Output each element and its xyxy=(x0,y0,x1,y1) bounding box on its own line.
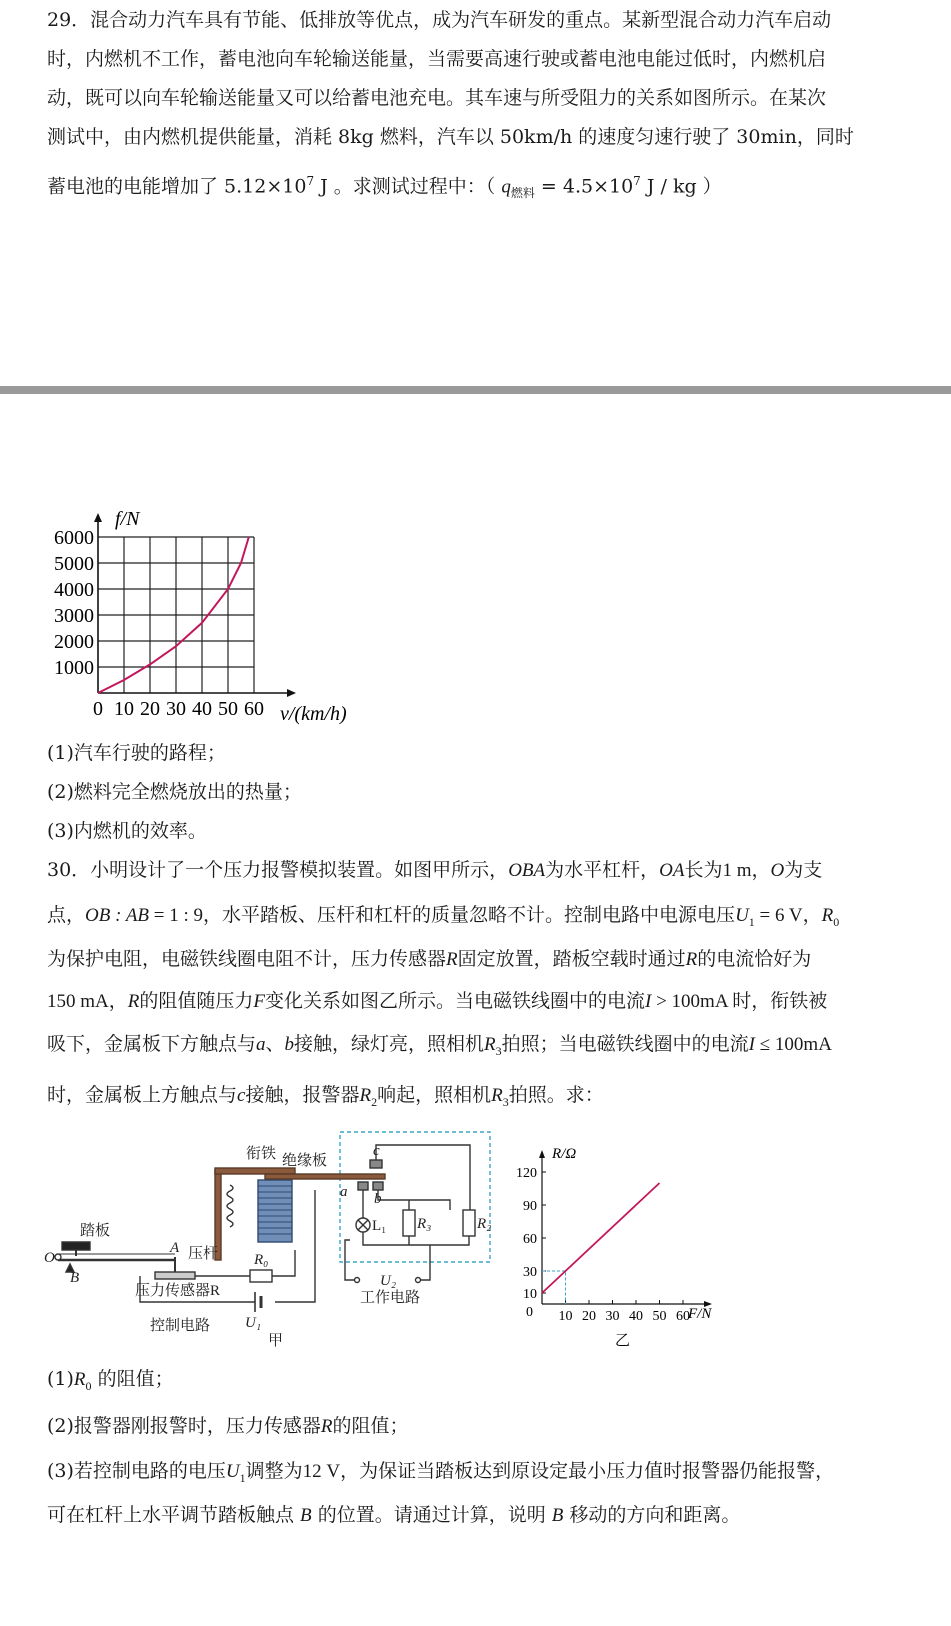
q30-sub: 3 xyxy=(495,1043,502,1058)
q30-var: R xyxy=(127,991,140,1012)
contact-b xyxy=(373,1182,383,1190)
pressure-sensor xyxy=(155,1272,195,1279)
chart-y-tick-label: 3000 xyxy=(54,605,94,627)
chart-x-tick-label: 40 xyxy=(192,698,212,720)
q30-var: b xyxy=(284,1034,295,1055)
q29-text: 蓄电池的电能增加了 5.12×10 xyxy=(47,175,307,198)
label-control: 控制电路 xyxy=(150,1318,211,1334)
q30-var: R xyxy=(484,1034,496,1055)
q30-text: (3)若控制电路的电压 xyxy=(47,1460,226,1482)
q30-var: B xyxy=(300,1505,312,1526)
chart-y-tick-label: 60 xyxy=(523,1232,537,1247)
chart-y-tick-label: 10 xyxy=(523,1287,537,1302)
chart-f-v xyxy=(30,505,380,735)
q30-var: R xyxy=(491,1085,503,1106)
chart-caption: 乙 xyxy=(615,1333,631,1349)
q30-var: O xyxy=(770,860,785,881)
q30-line-1 xyxy=(47,857,822,884)
q30-line-4 xyxy=(47,988,827,1015)
q30-text: ，为保证当踏板达到原设定最小压力值时报警器仍能报警， xyxy=(340,1460,835,1482)
q30-line-3 xyxy=(47,946,811,973)
chart-x-tick-label: 20 xyxy=(582,1309,596,1324)
q30-text: 的位置。请通过计算，说明 xyxy=(311,1504,552,1526)
chart-x-label: v/(km/h) xyxy=(280,703,347,725)
chart-x-tick-label: 30 xyxy=(605,1309,620,1324)
chart-x-tick-label: 40 xyxy=(629,1309,643,1324)
chart-x-tick-label: 10 xyxy=(558,1309,573,1324)
q30-text: 点， xyxy=(47,904,86,926)
label-pedal: 踏板 xyxy=(80,1223,111,1239)
q30-value: 150 mA xyxy=(47,991,109,1012)
chart-guide-line xyxy=(542,1271,566,1304)
chart-origin-label: 0 xyxy=(526,1305,533,1320)
resistor-R2 xyxy=(463,1210,475,1236)
q30-var: R xyxy=(685,949,698,970)
q30-var: U xyxy=(735,905,749,926)
label-sensor: 压力传感器R xyxy=(135,1283,221,1299)
chart-y-tick-label: 90 xyxy=(523,1199,537,1214)
q30-var: OBA xyxy=(508,860,546,881)
label-a: a xyxy=(340,1184,348,1200)
q30-sub-3 xyxy=(47,1458,834,1491)
q30-text: 吸下，金属板下方触点与 xyxy=(47,1033,257,1055)
chart-y-arrow xyxy=(94,513,102,522)
q30-line-2 xyxy=(47,902,839,935)
resistor-R3 xyxy=(403,1210,415,1236)
label-U2: U₂ xyxy=(380,1273,397,1289)
q30-text: ，水平踏板、压杆和杠杆的质量忽略不计。控制电路中电源电压 xyxy=(203,904,736,926)
q30-text: 调整为 xyxy=(245,1460,303,1482)
electromagnet-coil xyxy=(258,1180,292,1242)
q30-text: ， xyxy=(802,904,822,926)
chart-y-tick-label: 30 xyxy=(523,1265,537,1280)
q30-text: 的阻值； xyxy=(332,1415,409,1437)
chart-y-arrow xyxy=(539,1150,545,1158)
q29-line-4: 测试中，由内燃机提供能量，消耗 8kg 燃料，汽车以 50km/h 的速度匀速行驶了 30min，同时 xyxy=(47,126,854,148)
q29-sub-3: (3)内燃机的效率。 xyxy=(47,820,207,842)
q30-text: (1) xyxy=(47,1368,74,1390)
chart-x-tick-label: 50 xyxy=(218,698,238,720)
q29-exp: 7 xyxy=(633,174,641,188)
chart-y-tick-label: 120 xyxy=(516,1166,537,1181)
spring xyxy=(227,1185,233,1227)
q30-text: 移动的方向和距离。 xyxy=(563,1504,741,1526)
q30-text: 为水平杠杆， xyxy=(545,859,660,881)
armature xyxy=(265,1174,385,1179)
q30-text: 可在杠杆上水平调节踏板触点 xyxy=(47,1504,301,1526)
q30-var: R xyxy=(446,949,458,970)
q30-text: 为保护电阻，电磁铁线圈电阻不计，压力传感器 xyxy=(47,948,447,970)
q30-var: R xyxy=(320,1416,333,1437)
label-B: B xyxy=(70,1270,80,1286)
terminal xyxy=(416,1278,421,1283)
q30-text: 时，金属板上方触点与 xyxy=(47,1084,238,1106)
q30-text: 为支 xyxy=(784,859,823,881)
chart-y-label: R/Ω xyxy=(552,1146,577,1162)
chart-x-tick-label: 10 xyxy=(114,698,134,720)
q30-var: R xyxy=(821,905,834,926)
q30-value: 12 V xyxy=(302,1461,341,1482)
label-A: A xyxy=(170,1240,180,1256)
label-U1: U₁ xyxy=(245,1315,262,1331)
q30-var: F xyxy=(253,991,265,1012)
label-c: c xyxy=(373,1143,380,1159)
chart-x-tick-label: 50 xyxy=(652,1309,667,1324)
q30-line-5 xyxy=(47,1031,832,1064)
q30-value: = 6 V xyxy=(754,905,803,926)
chart-x-label: F/N xyxy=(688,1306,712,1322)
q30-value: ≤ 100mA xyxy=(755,1034,832,1055)
label-b: b xyxy=(374,1191,382,1207)
chart-x-arrow xyxy=(287,689,296,697)
pedal xyxy=(62,1242,90,1250)
label-work: 工作电路 xyxy=(360,1290,421,1306)
q30-var: OA xyxy=(659,860,685,881)
chart-y-tick-label: 2000 xyxy=(54,631,94,653)
q30-text: 响起，照相机 xyxy=(377,1084,492,1106)
chart-x-tick-label: 60 xyxy=(244,698,264,720)
q30-var: OB : AB xyxy=(85,905,150,926)
q30-text: 的阻值； xyxy=(91,1368,174,1390)
chart-x-tick-label: 60 xyxy=(676,1309,690,1324)
q30-sub: 0 xyxy=(85,1378,92,1393)
q30-sub: 1 xyxy=(748,914,755,929)
q29-q-sub: 燃料 xyxy=(510,186,535,201)
q30-text: 30．小明设计了一个压力报警模拟装置。如图甲所示， xyxy=(47,859,509,881)
q30-value: 1 m xyxy=(722,860,752,881)
terminal xyxy=(355,1278,360,1283)
chart-y-tick-label: 1000 xyxy=(54,657,94,679)
q30-text: 固定放置，踏板空载时通过 xyxy=(457,948,686,970)
q30-var: c xyxy=(237,1085,246,1106)
q30-value: = 1 : 9 xyxy=(149,905,204,926)
chart-y-tick-label: 5000 xyxy=(54,553,94,575)
q30-sub: 2 xyxy=(371,1094,378,1109)
q30-text: 、 xyxy=(265,1033,285,1055)
q30-text: (2)报警器刚报警时，压力传感器 xyxy=(47,1415,321,1437)
chart-x-tick-label: 0 xyxy=(93,698,103,720)
q29-text: = 4.5×10 xyxy=(534,175,634,198)
label-L1: L₁ xyxy=(372,1218,387,1234)
q29-sub-1: (1)汽车行驶的路程； xyxy=(47,742,226,764)
q29-line-3: 动，既可以向车轮输送能量又可以给蓄电池充电。其车速与所受阻力的关系如图所示。在某次 xyxy=(47,87,827,109)
chart-x-tick-label: 30 xyxy=(166,698,186,720)
q30-text: 的电流恰好为 xyxy=(697,948,812,970)
label-O: O xyxy=(44,1250,55,1266)
q29-text: J / kg ） xyxy=(640,175,722,198)
q30-var: U xyxy=(225,1461,240,1482)
q29-text: J 。求测试过程中：（ xyxy=(314,175,502,198)
q30-var: I xyxy=(645,991,652,1012)
q30-text: ， xyxy=(751,859,771,881)
q29-sub-2: (2)燃料完全燃烧放出的热量； xyxy=(47,781,302,803)
q29-line-1: 29．混合动力汽车具有节能、低排放等优点，成为汽车研发的重点。某新型混合动力汽车启动 xyxy=(47,9,832,31)
q30-text: 长为 xyxy=(684,859,723,881)
q30-var: R xyxy=(359,1085,372,1106)
chart-r-f xyxy=(516,1140,740,1355)
circuit-diagram xyxy=(40,1130,510,1355)
label-rod: 压杆 xyxy=(188,1246,219,1262)
q30-text: 接触，绿灯亮，照相机 xyxy=(294,1033,485,1055)
q29-q-symbol: q xyxy=(501,176,511,198)
q30-var: a xyxy=(256,1034,266,1055)
q29-line-5 xyxy=(47,168,722,206)
q30-sub-2 xyxy=(47,1413,409,1440)
q30-text: 拍照。求： xyxy=(508,1084,604,1106)
chart-y-tick-label: 6000 xyxy=(54,527,94,549)
q30-text: 变化关系如图乙所示。当电磁铁线圈中的电流 xyxy=(265,990,646,1012)
label-armature: 衔铁 xyxy=(246,1146,277,1162)
q30-text: ， xyxy=(108,990,128,1012)
label-R0: R₀ xyxy=(254,1252,269,1268)
q30-sub-3-line-2 xyxy=(47,1502,740,1529)
q30-var: I xyxy=(748,1034,755,1055)
q30-line-6 xyxy=(47,1082,604,1115)
q29-exp: 7 xyxy=(306,174,315,188)
page-divider xyxy=(0,386,951,394)
pivot-O xyxy=(55,1254,61,1260)
q29-line-2: 时，内燃机不工作，蓄电池向车轮输送能量，当需要高速行驶或蓄电池电能过低时，内燃机启 xyxy=(47,48,827,70)
contact-a xyxy=(358,1182,368,1190)
chart-y-label: f/N xyxy=(115,508,140,530)
q30-text: 的阻值随压力 xyxy=(139,990,254,1012)
q30-value: > 100mA 时，衔铁被 xyxy=(651,991,828,1012)
q30-sub: 3 xyxy=(502,1094,509,1109)
resistor-R0 xyxy=(250,1270,272,1282)
q30-sub-1 xyxy=(47,1366,174,1399)
q30-text: 拍照；当电磁铁线圈中的电流 xyxy=(501,1033,749,1055)
contact-c xyxy=(370,1160,382,1168)
q30-var: B xyxy=(551,1505,564,1526)
label-R2: R₂ xyxy=(477,1216,492,1232)
q30-var: R xyxy=(73,1369,86,1390)
q30-sub: 1 xyxy=(239,1470,246,1485)
chart-series-line xyxy=(542,1183,660,1293)
chart-y-tick-label: 4000 xyxy=(54,579,94,601)
label-jia: 甲 xyxy=(268,1333,284,1349)
chart-x-tick-label: 20 xyxy=(140,698,160,720)
label-R3: R₃ xyxy=(417,1216,432,1232)
label-insulator: 绝缘板 xyxy=(282,1153,328,1169)
q30-sub: 0 xyxy=(833,914,840,929)
q30-text: 接触，报警器 xyxy=(245,1084,360,1106)
